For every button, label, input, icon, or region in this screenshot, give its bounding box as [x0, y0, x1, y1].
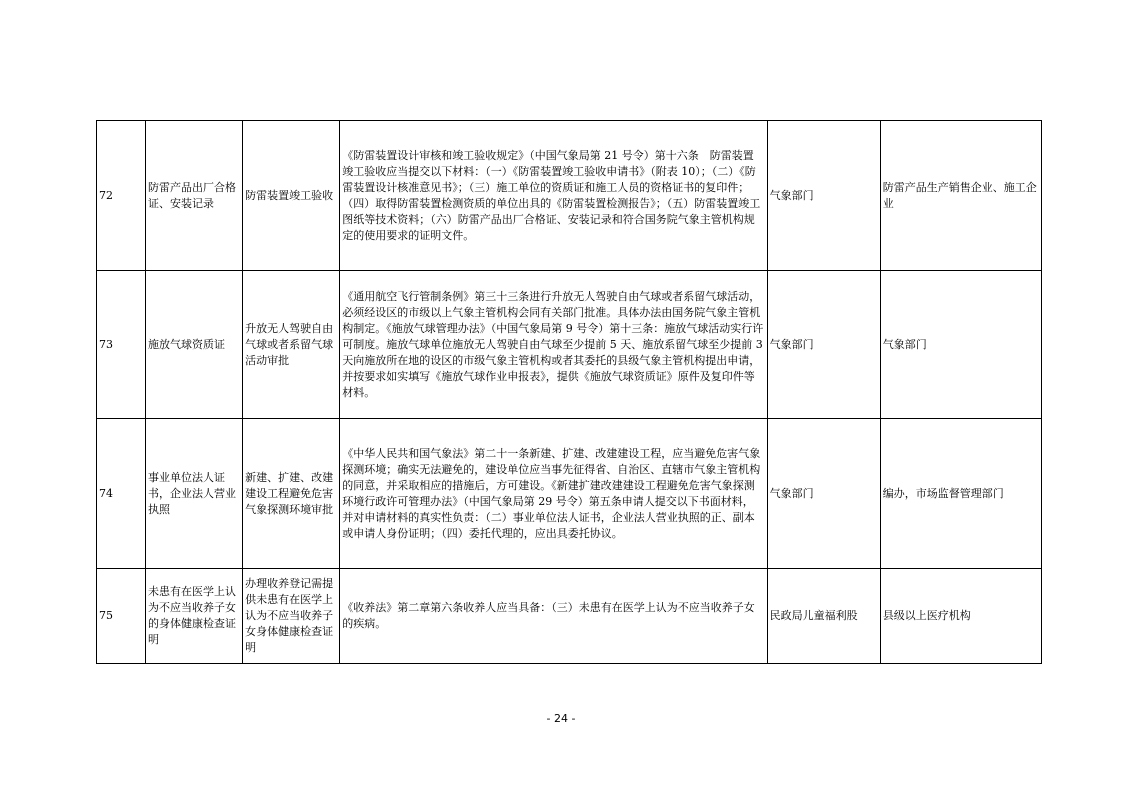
table-row [97, 419, 1042, 569]
matter-name: 升放无人驾驶自由气球或者系留气球活动审批 [243, 271, 340, 419]
row-number: 73 [97, 271, 146, 419]
responsible-department: 民政局儿童福利股 [767, 569, 880, 664]
legal-basis: 《通用航空飞行管制条例》第三十三条进行升放无人驾驶自由气球或者系留气球活动，必须经设区的市级以上气象主管机构会同有关部门批准。具体办法由国务院气象主管机构制定。《施放气球管理办法》（中国气象局第 9 号令）第十三条：施放气球活动实行许可制度。施放气球单位施放无人驾驶自由气球至少提前 5 天、施放系留气球至少提前 3 天向施放所在地的设区的市级气象主管机构或者其委托的县级气象主管机构提出申请，并按要求如实填写《施放气球作业申报表》，提供《施放气球资质证》原件及复印件等材料。 [340, 271, 767, 419]
material-name: 事业单位法人证书，企业法人营业执照 [146, 419, 243, 569]
legal-basis: 《防雷装置设计审核和竣工验收规定》（中国气象局第 21 号令）第十六条 防雷装置竣工验收应当提交以下材料：（一）《防雷装置竣工验收申请书》（附表 10）；（二）《防雷装置设计核准意见书》；（三）施工单位的资质证和施工人员的资格证书的复印件；（四）取得防雷装置检测资质的单位出具的《防雷装置检测报告》；（五）防雷装置竣工图纸等技术资料；（六）防雷产品出厂合格证、安装记录和符合国务院气象主管机构规定的使用要求的证明文件。 [340, 121, 767, 271]
row-number: 75 [97, 569, 146, 664]
issuing-authority: 气象部门 [880, 271, 1041, 419]
issuing-authority: 防雷产品生产销售企业、施工企业 [880, 121, 1041, 271]
material-name: 未患有在医学上认为不应当收养子女的身体健康检查证明 [146, 569, 243, 664]
legal-basis: 《收养法》第二章第六条收养人应当具备：（三）未患有在医学上认为不应当收养子女的疾病。 [340, 569, 767, 664]
table-row [97, 569, 1042, 664]
matter-name: 办理收养登记需提供未患有在医学上认为不应当收养子女身体健康检查证明 [243, 569, 340, 664]
responsible-department: 气象部门 [767, 121, 880, 271]
row-number: 74 [97, 419, 146, 569]
table-row [97, 121, 1042, 271]
material-name: 防雷产品出厂合格证、安装记录 [146, 121, 243, 271]
certificate-table [96, 120, 1042, 664]
responsible-department: 气象部门 [767, 419, 880, 569]
issuing-authority: 编办，市场监督管理部门 [880, 419, 1041, 569]
matter-name: 新建、扩建、改建建设工程避免危害气象探测环境审批 [243, 419, 340, 569]
row-number: 72 [97, 121, 146, 271]
matter-name: 防雷装置竣工验收 [243, 121, 340, 271]
page-number: - 24 - [546, 712, 576, 725]
legal-basis: 《中华人民共和国气象法》第二十一条新建、扩建、改建建设工程，应当避免危害气象探测环境；确实无法避免的，建设单位应当事先征得省、自治区、直辖市气象主管机构的同意，并采取相应的措施后，方可建设。《新建扩建改建建设工程避免危害气象探测环境行政许可管理办法》（中国气象局第 29 号令）第五条申请人提交以下书面材料，并对申请材料的真实性负责：（二）事业单位法人证书，企业法人营业执照的正、副本或申请人身份证明；（四）委托代理的，应出具委托协议。 [340, 419, 767, 569]
responsible-department: 气象部门 [767, 271, 880, 419]
material-name: 施放气球资质证 [146, 271, 243, 419]
issuing-authority: 县级以上医疗机构 [880, 569, 1041, 664]
table-row [97, 271, 1042, 419]
